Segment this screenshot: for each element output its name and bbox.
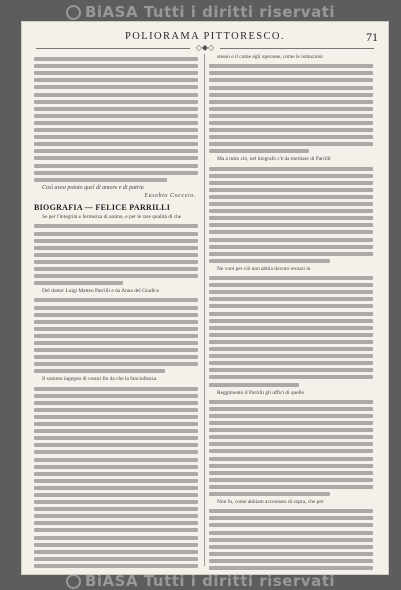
paragraph-right-4 (209, 390, 373, 496)
text-line (34, 564, 198, 568)
text-line (209, 523, 373, 527)
text-line (34, 114, 198, 118)
text-line (34, 550, 198, 554)
paragraph-right-5 (209, 499, 373, 570)
text-line (209, 421, 373, 425)
watermark-bottom-text: BiASA Tutti i diritti riservati (84, 572, 336, 590)
text-line (209, 347, 373, 351)
paragraph-lead: Ma a tutto ciò, nel biografo c'è da meritare di Parrilli (217, 156, 331, 163)
text-line (34, 557, 198, 561)
text-line (34, 128, 198, 132)
paragraph-lead: Reggimento il Parrilli gli uffici di quelle (217, 389, 305, 396)
ornament-icon: ◇◆◇ (190, 43, 220, 53)
page-number: 71 (366, 30, 378, 44)
text-line (34, 348, 198, 352)
text-line (209, 216, 373, 220)
text-line (34, 436, 198, 440)
text-line (34, 387, 198, 391)
text-line (209, 107, 373, 111)
text-line (34, 493, 198, 497)
text-line (209, 290, 373, 294)
text-line (34, 536, 198, 540)
text-line (34, 224, 198, 228)
text-line (34, 306, 198, 310)
text-line (209, 428, 373, 432)
text-line (209, 209, 373, 213)
text-line (209, 457, 373, 461)
text-line (209, 297, 373, 301)
left-column (34, 54, 198, 570)
paragraph-lead: Del dottor Luigi Matteo Parrilli e da Anna del Giudice (42, 288, 160, 295)
text-line (209, 245, 373, 249)
text-line (34, 64, 198, 68)
text-line (209, 202, 373, 206)
paragraph-intro (34, 57, 198, 182)
text-line (209, 354, 373, 358)
text-line (34, 507, 198, 511)
text-line (34, 422, 198, 426)
paragraph-right-2 (209, 156, 373, 262)
text-line (209, 167, 373, 171)
paragraph-biography-2 (34, 288, 198, 373)
text-line (34, 521, 198, 525)
text-line (209, 545, 373, 549)
text-line (209, 485, 373, 489)
paragraph-right-1 (209, 54, 373, 153)
biasa-logo-icon (66, 574, 81, 589)
text-line (209, 407, 373, 411)
text-line (209, 478, 373, 482)
text-line (34, 253, 198, 257)
text-line (34, 239, 198, 243)
text-line (209, 71, 373, 75)
watermark-bottom (0, 572, 401, 590)
text-line (34, 543, 198, 547)
text-line (209, 340, 373, 344)
biasa-logo-icon (66, 5, 81, 20)
text-line (34, 142, 198, 146)
text-line (209, 326, 373, 330)
text-line (34, 178, 167, 182)
text-line (34, 472, 198, 476)
text-line (209, 333, 373, 337)
section-title: BIOGRAFIA — FELICE PARRILLI (34, 203, 171, 212)
text-line (34, 355, 198, 359)
text-line (34, 135, 198, 139)
text-line (34, 313, 198, 317)
text-line (34, 408, 198, 412)
text-line (34, 232, 198, 236)
text-line (209, 276, 373, 280)
text-line (34, 394, 198, 398)
text-line (209, 538, 373, 542)
text-line (209, 259, 330, 263)
text-line (209, 531, 373, 535)
watermark-top (0, 3, 401, 21)
text-line (34, 149, 198, 153)
text-line (209, 238, 373, 242)
text-line (209, 174, 373, 178)
text-line (34, 450, 198, 454)
text-line (34, 71, 198, 75)
text-line (34, 415, 198, 419)
text-line (209, 188, 373, 192)
text-line (209, 78, 373, 82)
text-line (34, 320, 198, 324)
paragraph-lead: Non fu, come abbiam accennato di sopra, che per (217, 498, 324, 505)
text-line (209, 375, 373, 379)
text-line (209, 230, 373, 234)
column-divider (204, 54, 205, 566)
text-line (34, 274, 198, 278)
text-line (209, 471, 373, 475)
text-line (34, 479, 198, 483)
text-line (34, 107, 198, 111)
text-line (209, 368, 373, 372)
newspaper-page (22, 22, 388, 574)
text-line (34, 156, 198, 160)
text-line (209, 93, 373, 97)
text-line (34, 443, 198, 447)
text-line (34, 341, 198, 345)
text-line (209, 64, 373, 68)
text-line (209, 361, 373, 365)
text-line (34, 267, 198, 271)
paragraph-biography-1 (34, 214, 198, 285)
text-line (209, 552, 373, 556)
text-line (209, 121, 373, 125)
text-line (34, 401, 198, 405)
text-line (34, 298, 198, 302)
text-line (34, 500, 198, 504)
text-line (34, 486, 198, 490)
text-line (34, 78, 198, 82)
text-line (209, 135, 373, 139)
text-line (209, 559, 373, 563)
text-line (209, 383, 299, 387)
text-line (209, 142, 373, 146)
text-line (209, 181, 373, 185)
text-line (209, 509, 373, 513)
text-line (209, 516, 373, 520)
text-line (209, 252, 373, 256)
paragraph-lead: Ne vuol per ciò non abbia dovuto recarsi in (217, 265, 311, 272)
text-line (34, 528, 198, 532)
text-line (34, 100, 198, 104)
text-line (209, 149, 309, 153)
text-line (34, 260, 198, 264)
text-line (209, 223, 373, 227)
text-line (209, 414, 373, 418)
text-line (209, 435, 373, 439)
text-line (209, 464, 373, 468)
text-line (34, 369, 165, 373)
text-line (34, 85, 198, 89)
text-line (209, 400, 373, 404)
text-line (209, 442, 373, 446)
text-line (209, 566, 373, 570)
text-line (34, 429, 198, 433)
text-line (34, 327, 198, 331)
signature-line: Così avea potuto quel di amore e di patria (42, 184, 144, 191)
right-column (209, 54, 373, 570)
text-line (209, 86, 373, 90)
text-line (34, 93, 198, 97)
text-line (34, 164, 198, 168)
text-line (34, 171, 198, 175)
text-line (34, 281, 123, 285)
text-line (209, 195, 373, 199)
text-line (34, 514, 198, 518)
paragraph-biography-3 (34, 376, 198, 570)
paragraph-lead: stesso e il come egli operasse, come le istituzioni (217, 54, 323, 60)
text-line (209, 449, 373, 453)
text-line (34, 458, 198, 462)
paragraph-lead: Se per l'integrità e fermezza di animo, e per le rare qualità di che (42, 214, 182, 221)
text-line (34, 121, 198, 125)
text-line (209, 283, 373, 287)
text-line (34, 246, 198, 250)
header-title: POLIORAMA PITTORESCO. (125, 31, 285, 42)
paragraph-right-3 (209, 266, 373, 387)
article-author: Eusebio Cocceio. (144, 192, 196, 199)
text-line (209, 319, 373, 323)
text-line (209, 304, 373, 308)
text-line (34, 362, 198, 366)
watermark-top-text: BiASA Tutti i diritti riservati (84, 3, 336, 21)
text-line (209, 100, 373, 104)
paragraph-lead: Il sommo ingegno di costui fin da che la fanciullezza (42, 376, 157, 383)
text-line (34, 334, 198, 338)
text-line (34, 57, 198, 61)
text-line (34, 465, 198, 469)
text-line (209, 128, 373, 132)
text-line (209, 492, 330, 496)
text-line (209, 312, 373, 316)
text-line (209, 114, 373, 118)
